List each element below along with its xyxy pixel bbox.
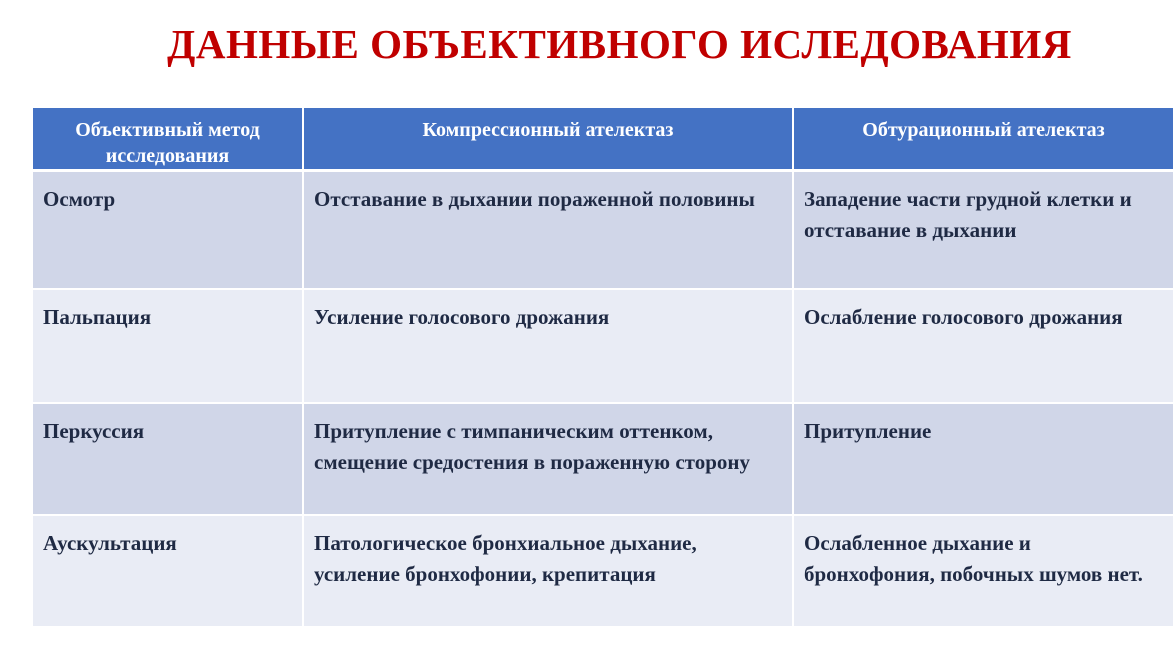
table-header-row — [33, 108, 1173, 171]
cell-method: Перкуссия — [33, 403, 303, 515]
header-compression-atelectasis: Компрессионный ателектаз — [303, 108, 793, 171]
cell-compression: Патологическое бронхиальное дыхание, усиление бронхофонии, крепитация — [303, 515, 793, 627]
cell-method: Пальпация — [33, 289, 303, 403]
cell-method: Осмотр — [33, 171, 303, 289]
table-row — [33, 515, 1173, 627]
table-row — [33, 171, 1173, 289]
comparison-table — [33, 108, 1173, 628]
header-obturation-atelectasis: Обтурационный ателектаз — [793, 108, 1173, 171]
slide-title: ДАННЫЕ ОБЪЕКТИВНОГО ИСЛЕДОВАНИЯ — [167, 21, 1072, 67]
cell-obturation: Западение части грудной клетки и отставание в дыхании — [793, 171, 1173, 289]
cell-obturation: Ослабление голосового дрожания — [793, 289, 1173, 403]
cell-compression: Отставание в дыхании пораженной половины — [303, 171, 793, 289]
table-row — [33, 289, 1173, 403]
table-row — [33, 403, 1173, 515]
cell-method: Аускультация — [33, 515, 303, 627]
cell-obturation: Притупление — [793, 403, 1173, 515]
cell-compression: Притупление с тимпаническим оттенком, смещение средостения в пораженную сторону — [303, 403, 793, 515]
cell-obturation: Ослабленное дыхание и бронхофония, побочных шумов нет. — [793, 515, 1173, 627]
header-method: Объективный метод исследования — [33, 108, 303, 171]
cell-compression: Усиление голосового дрожания — [303, 289, 793, 403]
